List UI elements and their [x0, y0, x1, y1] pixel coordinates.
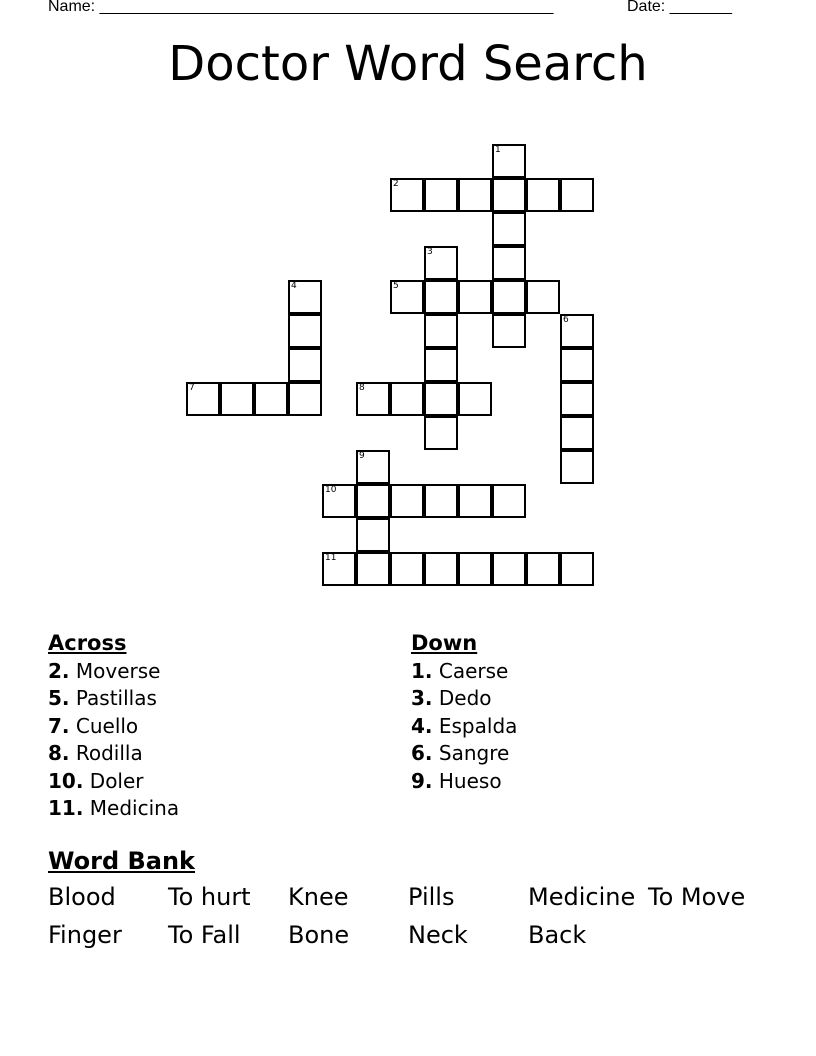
cell-number: 6 — [563, 315, 569, 325]
cell-number: 7 — [189, 383, 195, 393]
cell-number: 1 — [495, 145, 501, 155]
across-heading: Across — [48, 631, 127, 655]
clue-item: 10. Doler — [48, 768, 144, 793]
clue-item: 7. Cuello — [48, 713, 139, 738]
crossword-cell[interactable] — [458, 178, 492, 212]
crossword-cell[interactable] — [390, 280, 424, 314]
crossword-cell[interactable] — [458, 552, 492, 586]
crossword-cell[interactable] — [424, 314, 458, 348]
clue-item: 9. Hueso — [411, 768, 502, 793]
crossword-cell[interactable] — [560, 314, 594, 348]
crossword-cell[interactable] — [492, 144, 526, 178]
crossword-cell[interactable] — [458, 382, 492, 416]
crossword-cell[interactable] — [356, 450, 390, 484]
word-bank — [48, 882, 768, 950]
crossword-cell[interactable] — [424, 552, 458, 586]
word-bank-word: To hurt — [168, 883, 251, 911]
crossword-cell[interactable] — [560, 552, 594, 586]
clue-item: 6. Sangre — [411, 741, 510, 766]
clue-item: 4. Espalda — [411, 713, 518, 738]
crossword-cell[interactable] — [424, 280, 458, 314]
crossword-cell[interactable] — [492, 178, 526, 212]
clue-item: 8. Rodilla — [48, 741, 143, 766]
crossword-cell[interactable] — [356, 552, 390, 586]
crossword-cell[interactable] — [322, 552, 356, 586]
crossword-cell[interactable] — [322, 484, 356, 518]
crossword-cell[interactable] — [458, 280, 492, 314]
crossword-cell[interactable] — [390, 178, 424, 212]
word-bank-word: Bone — [288, 921, 350, 949]
crossword-cell[interactable] — [560, 450, 594, 484]
word-bank-word: Neck — [408, 921, 468, 949]
crossword-cell[interactable] — [390, 484, 424, 518]
crossword-cell[interactable] — [492, 484, 526, 518]
clue-item: 3. Dedo — [411, 686, 492, 711]
crossword-cell[interactable] — [356, 484, 390, 518]
clue-item: 2. Moverse — [48, 659, 161, 683]
page-title: Doctor Word Search — [168, 36, 648, 92]
word-bank-word: To Move — [648, 883, 746, 911]
word-bank-word: Knee — [288, 883, 349, 911]
word-bank-word: Medicine — [528, 883, 636, 911]
crossword-cell[interactable] — [424, 484, 458, 518]
cell-number: 5 — [393, 281, 399, 291]
cell-number: 11 — [325, 553, 337, 563]
down-heading: Down — [411, 631, 478, 655]
cell-number: 10 — [325, 485, 337, 495]
crossword-cell[interactable] — [424, 382, 458, 416]
clue-item: 5. Pastillas — [48, 686, 157, 711]
clue-item: 1. Caerse — [411, 659, 509, 683]
name-field-label: Name: ___________________________________________________ — [48, 0, 554, 15]
crossword-cell[interactable] — [424, 246, 458, 280]
crossword-cell[interactable] — [288, 280, 322, 314]
word-bank-word: Pills — [408, 883, 455, 911]
crossword-cell[interactable] — [560, 382, 594, 416]
crossword-cell[interactable] — [288, 348, 322, 382]
crossword-cell[interactable] — [492, 314, 526, 348]
crossword-cell[interactable] — [288, 382, 322, 416]
word-bank-word: To Fall — [168, 921, 241, 949]
cell-number: 8 — [359, 383, 365, 393]
crossword-cell[interactable] — [186, 382, 220, 416]
crossword-cell[interactable] — [560, 416, 594, 450]
crossword-cell[interactable] — [356, 518, 390, 552]
crossword-cell[interactable] — [458, 484, 492, 518]
crossword-cell[interactable] — [356, 382, 390, 416]
crossword-cell[interactable] — [220, 382, 254, 416]
crossword-cell[interactable] — [254, 382, 288, 416]
date-field-label: Date: _______ — [627, 0, 732, 15]
crossword-cell[interactable] — [526, 552, 560, 586]
down-clue-list — [411, 658, 517, 795]
cell-number: 3 — [427, 247, 433, 257]
crossword-cell[interactable] — [526, 280, 560, 314]
crossword-cell[interactable] — [492, 246, 526, 280]
crossword-cell[interactable] — [526, 178, 560, 212]
crossword-cell[interactable] — [560, 178, 594, 212]
crossword-cell[interactable] — [390, 552, 424, 586]
crossword-cell[interactable] — [492, 212, 526, 246]
crossword-cell[interactable] — [560, 348, 594, 382]
crossword-cell[interactable] — [288, 314, 322, 348]
crossword-cell[interactable] — [492, 552, 526, 586]
crossword-cell[interactable] — [424, 416, 458, 450]
word-bank-word: Back — [528, 921, 587, 949]
cell-number: 2 — [393, 179, 399, 189]
clue-item: 11. Medicina — [48, 796, 180, 821]
word-bank-title: Word Bank — [48, 847, 196, 875]
across-clue-list — [48, 658, 179, 822]
word-bank-word: Finger — [48, 921, 122, 949]
crossword-cell[interactable] — [492, 280, 526, 314]
cell-number: 9 — [359, 451, 365, 461]
crossword-cell[interactable] — [390, 382, 424, 416]
word-bank-word: Blood — [48, 883, 116, 911]
crossword-cell[interactable] — [424, 178, 458, 212]
crossword-cell[interactable] — [424, 348, 458, 382]
cell-number: 4 — [291, 281, 297, 291]
